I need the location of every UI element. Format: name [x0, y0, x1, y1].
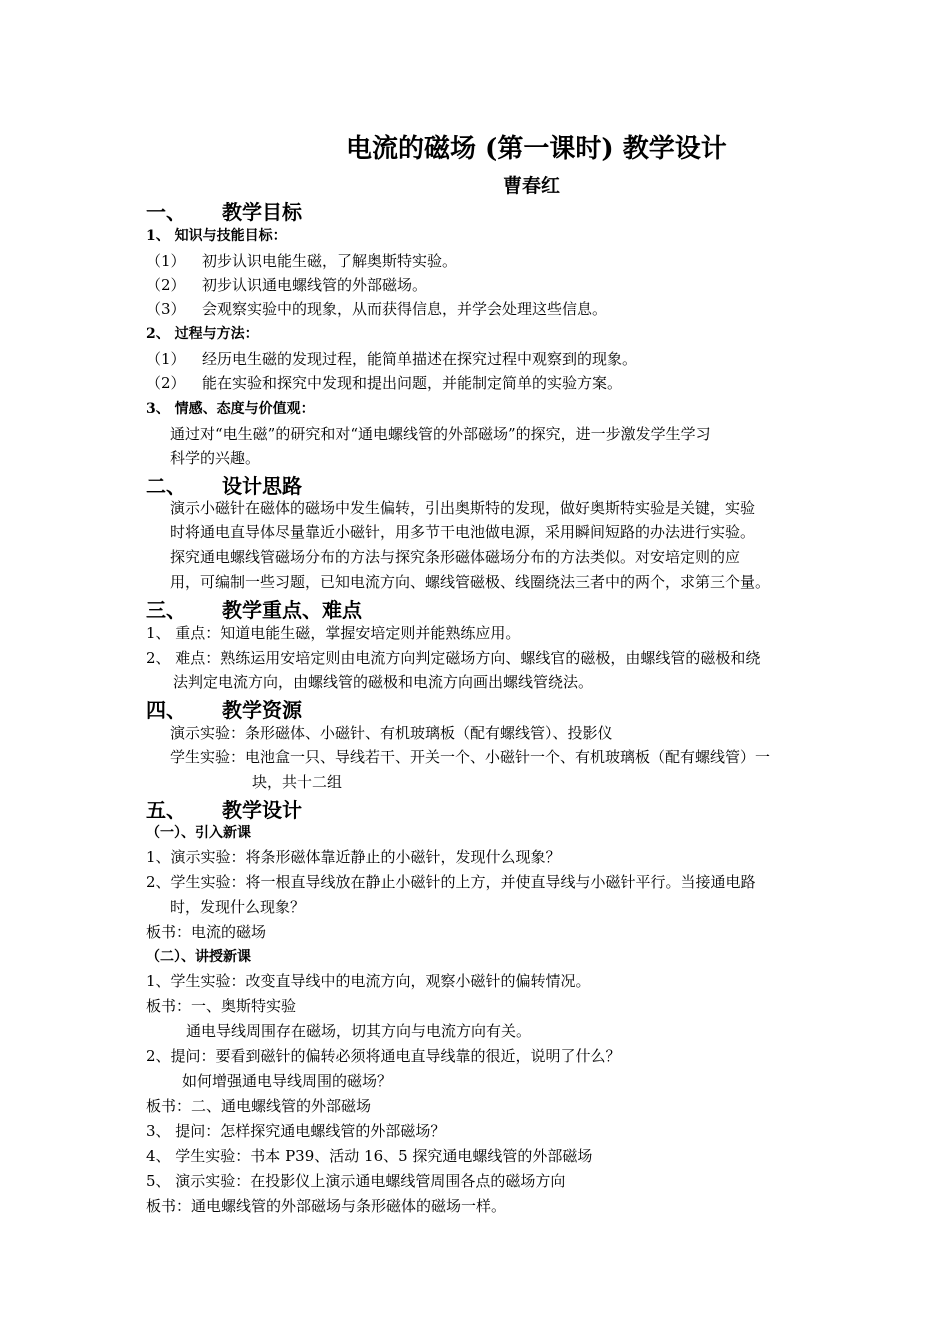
paragraph-line: 如何增强通电导线周围的磁场？ [182, 1072, 393, 1090]
paragraph-line: 时，发现什么现象？ [170, 898, 306, 916]
subsection-intro: （一）、引入新课 [146, 825, 251, 841]
section-4-title: 教学资源 [222, 698, 302, 722]
list-item: （3） 会观察实验中的现象，从而获得信息，并学会处理这些信息。 [146, 300, 608, 318]
list-item: （1） 初步认识电能生磁，了解奥斯特实验。 [146, 252, 458, 270]
paragraph-line: 探究通电螺线管磁场分布的方法与探究条形磁体磁场分布的方法类似。对安培定则的应 [170, 548, 741, 566]
section-1-title: 教学目标 [222, 200, 302, 224]
paragraph-line: 演示小磁针在磁体的磁场中发生偏转，引出奥斯特的发现，做好奥斯特实验是关键，实验 [170, 499, 756, 517]
paragraph-line: 4、 学生实验：书本 P39、活动 16、5 探究通电螺线管的外部磁场 [146, 1147, 593, 1165]
section-1-number: 一、 [146, 200, 186, 224]
subsection-teaching: （二）、讲授新课 [146, 949, 251, 965]
paragraph-line: 板书：电流的磁场 [146, 923, 267, 941]
paragraph-line: 时将通电直导体尽量靠近小磁针，用多节干电池做电源，采用瞬间短路的办法进行实验。 [170, 523, 756, 541]
list-item: （2） 能在实验和探究中发现和提出问题，并能制定简单的实验方案。 [146, 374, 623, 392]
paragraph-line: 5、 演示实验：在投影仪上演示通电螺线管周围各点的磁场方向 [146, 1172, 566, 1190]
page-title: 电流的磁场 (第一课时) 教学设计 [346, 134, 727, 164]
section-2-number: 二、 [146, 474, 186, 498]
paragraph-line: 学生实验：电池盒一只、导线若干、开关一个、小磁针一个、有机玻璃板（配有螺线管）一 [170, 748, 771, 766]
subsection-attitude: 3、 情感、态度与价值观： [146, 401, 315, 417]
paragraph-line: 1、演示实验：将条形磁体靠近静止的小磁针，发现什么现象？ [146, 848, 561, 866]
author-name: 曹春红 [503, 175, 561, 197]
section-1-heading [146, 199, 302, 225]
section-3-number: 三、 [146, 598, 186, 622]
section-4-heading [146, 697, 302, 723]
paragraph-line: 2、提问：要看到磁针的偏转必须将通电直导线靠的很近，说明了什么？ [146, 1047, 621, 1065]
paragraph-line: 2、 难点：熟练运用安培定则由电流方向判定磁场方向、螺线官的磁极，由螺线管的磁极和绕 [146, 649, 761, 667]
paragraph-line: 1、 重点：知道电能生磁，掌握安培定则并能熟练应用。 [146, 624, 521, 642]
paragraph-line: 科学的兴趣。 [170, 449, 261, 467]
section-2-heading [146, 473, 302, 499]
section-3-heading [146, 597, 362, 623]
list-item: （1） 经历电生磁的发现过程，能简单描述在探究过程中观察到的现象。 [146, 350, 638, 368]
paragraph-line: 板书：通电螺线管的外部磁场与条形磁体的磁场一样。 [146, 1197, 507, 1215]
subsection-process: 2、 过程与方法： [146, 326, 259, 342]
paragraph-line: 演示实验：条形磁体、小磁针、有机玻璃板（配有螺线管）、投影仪 [170, 724, 613, 742]
paragraph-line: 用，可编制一些习题，已知电流方向、螺线管磁极、线圈绕法三者中的两个，求第三个量。 [170, 573, 771, 591]
section-5-number: 五、 [146, 798, 186, 822]
paragraph-line: 块，共十二组 [252, 773, 343, 791]
subsection-knowledge: 1、 知识与技能目标： [146, 228, 287, 244]
section-2-title: 设计思路 [222, 474, 302, 498]
paragraph-line: 板书：二、通电螺线管的外部磁场 [146, 1097, 372, 1115]
section-5-heading [146, 797, 302, 823]
list-item: （2） 初步认识通电螺线管的外部磁场。 [146, 276, 428, 294]
section-4-number: 四、 [146, 698, 186, 722]
paragraph-line: 1、学生实验：改变直导线中的电流方向，观察小磁针的偏转情况。 [146, 972, 591, 990]
paragraph-line: 通过对“电生磁”的研究和对“通电螺线管的外部磁场”的探究，进一步激发学生学习 [170, 425, 711, 443]
paragraph-line: 法判定电流方向，由螺线管的磁极和电流方向画出螺线管绕法。 [173, 673, 594, 691]
paragraph-line: 通电导线周围存在磁场，切其方向与电流方向有关。 [186, 1022, 532, 1040]
paragraph-line: 3、 提问：怎样探究通电螺线管的外部磁场？ [146, 1122, 446, 1140]
section-3-title: 教学重点、难点 [222, 598, 362, 622]
paragraph-line: 板书：一、奥斯特实验 [146, 997, 297, 1015]
section-5-title: 教学设计 [222, 798, 302, 822]
paragraph-line: 2、学生实验：将一根直导线放在静止小磁针的上方，并使直导线与小磁针平行。当接通电路 [146, 873, 756, 891]
